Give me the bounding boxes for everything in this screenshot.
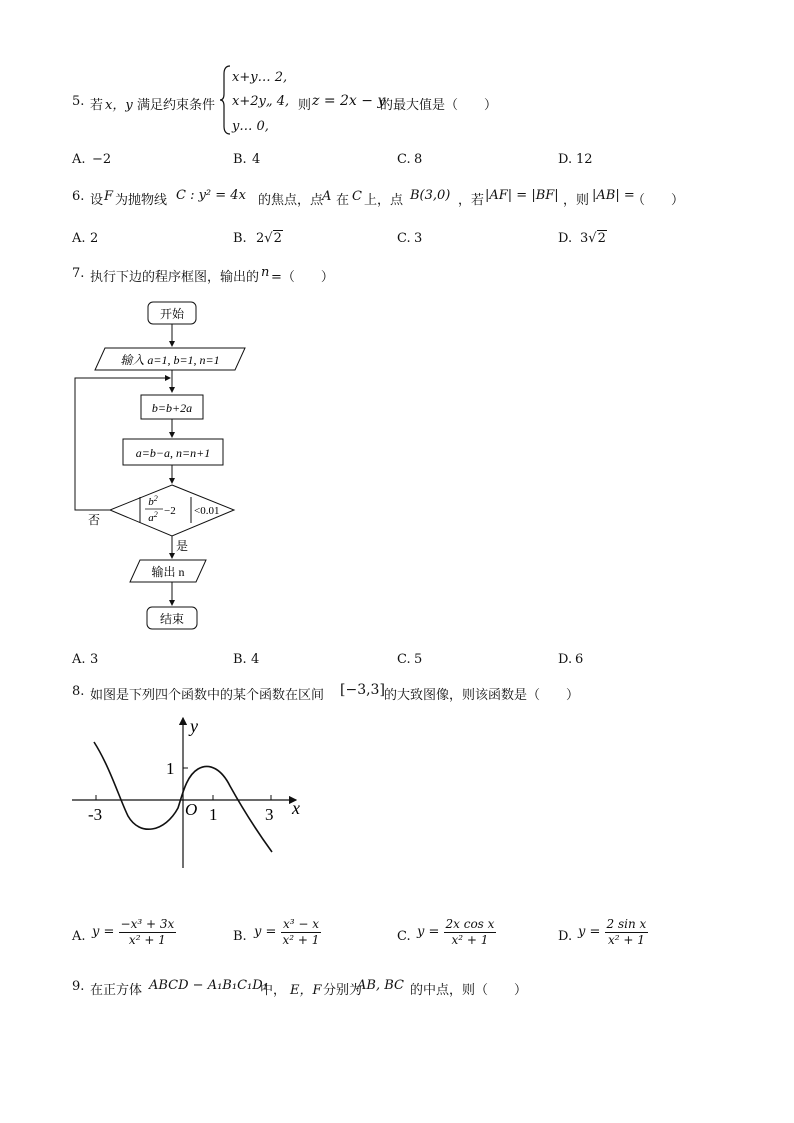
q8-stem-post: 的大致图像，则该函数是（ ） [384,688,580,703]
q7-option-b-value: 4 [251,652,260,667]
q7-flowchart [60,292,260,642]
q5-stem-mid: 满足约束条件 [137,98,216,113]
q9-stem-mid: 中， [260,983,287,998]
q6-stem-7: ，则 [563,193,590,208]
q8-number: 8. [72,684,85,699]
flow-step2-text: a=b−a, n=n+1 [135,446,211,460]
q9-number: 9. [72,979,85,994]
q5-vars: x，y [105,98,133,113]
q5-constraint-2: x+2y„ 4, [232,94,290,109]
q6-option-d-value: 3√2 [580,231,606,246]
flow-cond-num: $b^2$ [148,494,158,508]
q6-stem-6: ，若 [458,193,485,208]
q6-ask: |AB| = [592,188,635,203]
q6-B: B(3,0) [410,188,451,203]
q7-stem-post: =（ ） [271,270,334,285]
q8-tick-y1: 1 [166,759,175,778]
q6-C: C [352,189,362,204]
q6-stem-1: 设 [90,193,104,208]
q8-option-a-label: A. [72,929,86,944]
q7-option-b-label: B. [233,652,247,667]
q5-constraint-1: x+y… 2, [232,70,288,85]
flow-yes-label: 是 [176,539,189,553]
q6-option-d-label: D. [558,231,573,246]
flow-step1-text: b=b+2a [151,401,193,415]
q9-stem-pre: 在正方体 [90,983,143,998]
q5-option-c-value: 8 [414,152,423,167]
q5-option-a-label: A. [72,152,86,167]
q7-option-c-label: C. [397,652,411,667]
q5-then: 则 [298,98,312,113]
q9-ef: E，F [290,983,322,998]
q8-tick-1: 1 [209,805,218,824]
q5-option-d-value: 12 [576,152,593,167]
q7-option-d-value: 6 [575,652,584,667]
q7-option-a-label: A. [72,652,86,667]
q7-n: n [261,265,270,280]
flow-cond-den: $a^2$ [148,510,158,524]
flow-output-text: 输出 n [151,565,185,579]
q9-stem-mid2: 分别为 [323,983,363,998]
q7-option-a-value: 3 [90,652,99,667]
q6-stem-5: 上，点 [364,193,404,208]
q8-option-b-label: B. [233,929,247,944]
q6-F: F [104,189,114,204]
q7-number: 7. [72,266,85,281]
q5-objective: z = 2x − y [312,93,386,109]
q6-option-a-value: 2 [90,231,99,246]
flow-cond-rest: −2 [164,505,176,517]
q9-cube: ABCD − A₁B₁C₁D₁ [149,978,268,993]
q8-graph [60,712,320,882]
q8-stem-pre: 如图是下列四个函数中的某个函数在区间 [90,688,325,703]
flow-input-text: 输入 a=1, b=1, n=1 [120,353,220,367]
q6-option-c-value: 3 [414,231,423,246]
q5-option-c-label: C. [397,152,411,167]
q5-option-b-label: B. [233,152,247,167]
q9-segments: AB, BC [357,978,404,993]
q7-stem: 执行下边的程序框图，输出的 [90,270,260,285]
q8-option-d-label: D. [558,929,573,944]
q6-number: 6. [72,189,85,204]
q8-option-a-value: y = $\frac{\text{−x³ + 3x}}{\text{x² + 1}}$ [92,917,175,947]
q6-option-c-label: C. [397,231,411,246]
q6-option-b-label: B. [233,231,247,246]
q8-origin-label: O [185,800,198,819]
flow-cond-rhs: <0.01 [194,505,220,517]
q6-stem-2: 为抛物线 [115,193,168,208]
q5-number: 5. [72,94,85,109]
q8-x-label: x [292,798,300,818]
flow-start-text: 开始 [159,307,185,321]
q6-A: A [322,189,332,204]
flow-no-label: 否 [88,513,101,527]
q6-condition: |AF| = |BF| [485,188,559,203]
q6-stem-4: 在 [336,193,350,208]
q5-option-d-label: D. [558,152,573,167]
q8-tick-neg3: -3 [88,805,103,824]
q6-stem-3: 的焦点，点 [258,193,324,208]
q5-constraint-3: y… 0, [232,119,269,134]
q5-stem-pre: 若 [90,98,104,113]
q5-stem-post: 的最大值是（ ） [380,98,498,113]
q8-tick-3: 3 [265,805,274,824]
q6-option-a-label: A. [72,231,86,246]
q8-option-c-value: y = $\frac{\text{2x cos x}}{\text{x² + 1}}$ [417,917,495,947]
q5-option-b-value: 4 [252,152,261,167]
q6-stem-8: （ ） [632,193,685,208]
q5-brace [220,64,232,136]
q9-stem-post: 的中点，则（ ） [410,983,528,998]
flow-end-text: 结束 [159,612,185,626]
q7-option-c-value: 5 [414,652,423,667]
q8-y-label: y [190,716,198,736]
q7-option-d-label: D. [558,652,573,667]
q8-option-b-value: y = $\frac{\text{x³ − x}}{\text{x² + 1}}$ [254,917,320,947]
q8-option-d-value: y = $\frac{\text{2 sin x}}{\text{x² + 1}}$ [578,917,647,947]
q8-option-c-label: C. [397,929,411,944]
q6-option-b-value: 2√2 [256,231,282,246]
q6-curve: C : y² = 4x [176,188,246,203]
q8-interval: [−3,3] [340,682,385,698]
q5-option-a-value: −2 [92,152,112,167]
